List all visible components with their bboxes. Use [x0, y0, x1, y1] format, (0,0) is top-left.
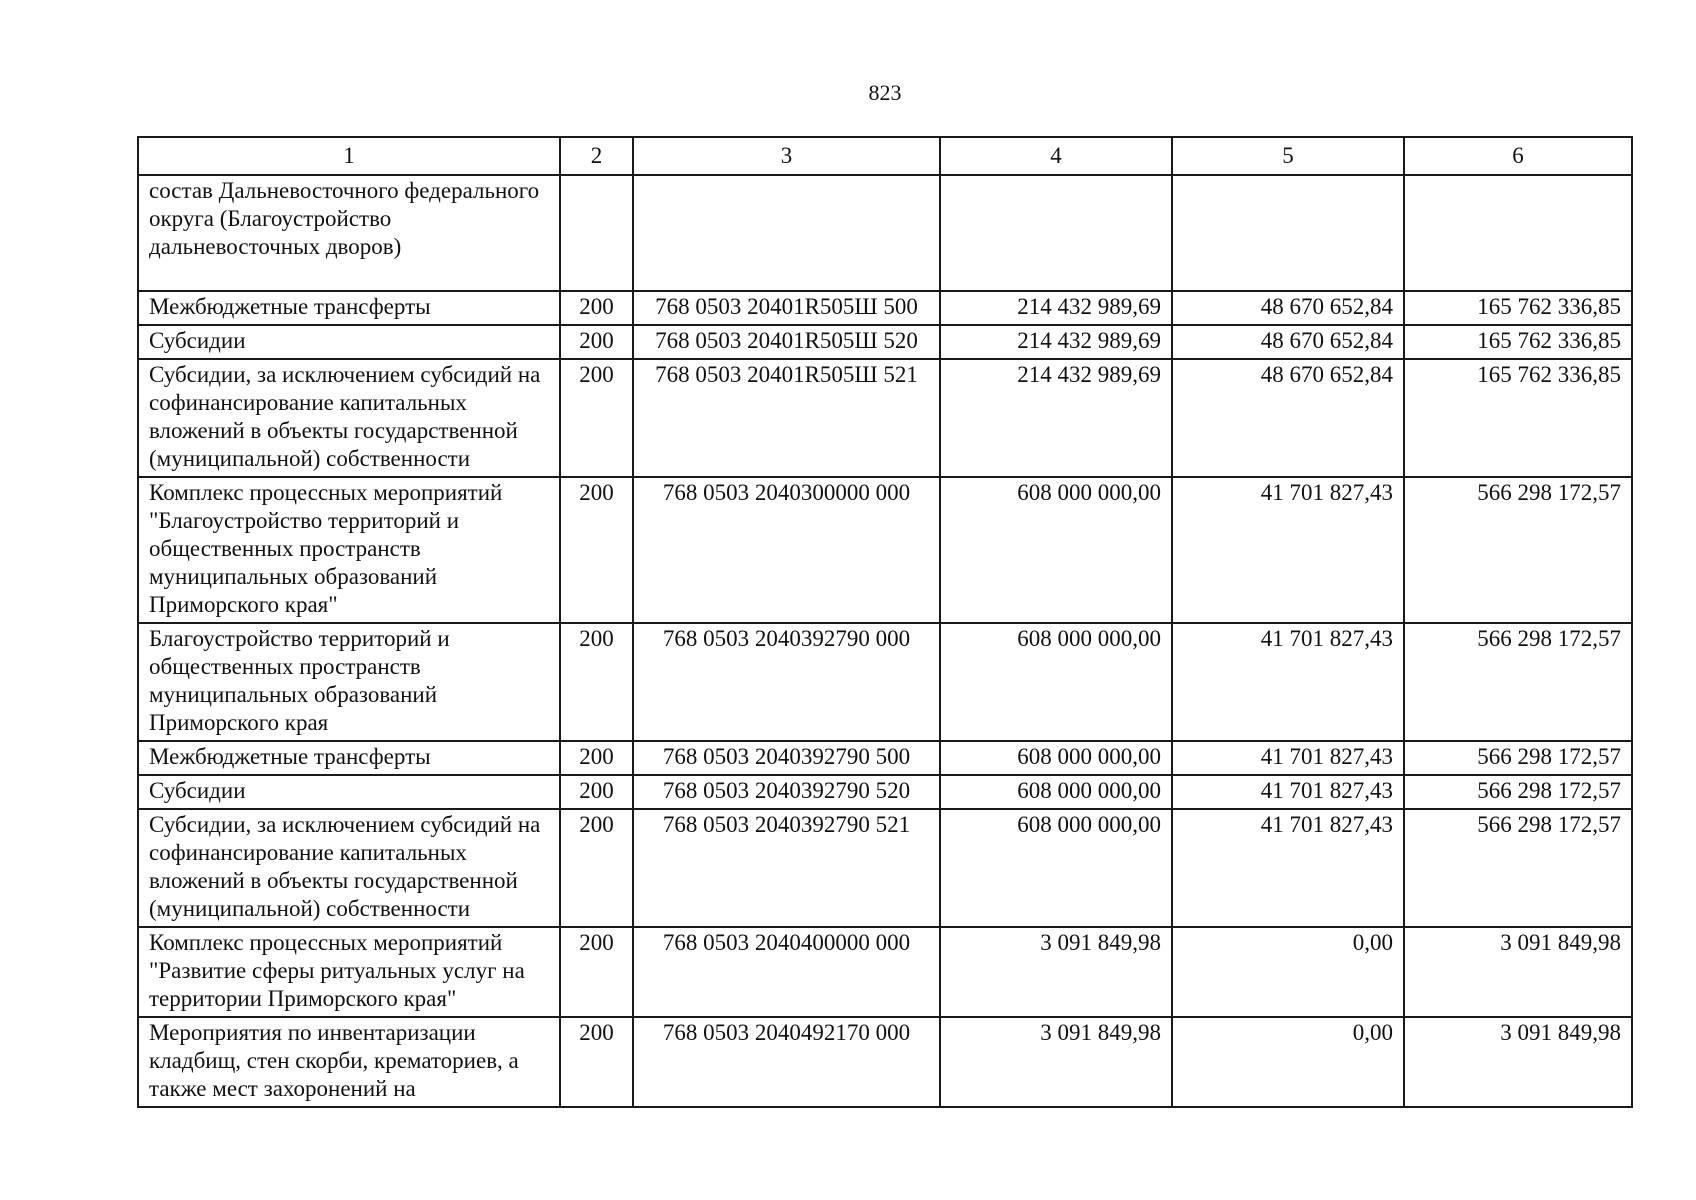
row-name: состав Дальневосточного федерального округа (Благоустройство дальневосточных дворов): [138, 175, 560, 291]
row-classification: 768 0503 2040392790 520: [633, 775, 940, 809]
row-name: Субсидии, за исключением субсидий на софинансирование капитальных вложений в объекты государственной (муниципальной) собственности: [138, 809, 560, 927]
row-classification: 768 0503 20401R505Ш 521: [633, 359, 940, 477]
row-amount-4: 608 000 000,00: [940, 741, 1172, 775]
row-amount-4: 214 432 989,69: [940, 291, 1172, 325]
row-amount-4: 608 000 000,00: [940, 623, 1172, 741]
row-classification: 768 0503 2040300000 000: [633, 477, 940, 623]
table-row: [138, 775, 1632, 809]
row-code: 200: [560, 1017, 633, 1107]
row-name: Субсидии: [138, 775, 560, 809]
row-amount-5: 41 701 827,43: [1172, 477, 1404, 623]
row-name: Межбюджетные трансферты: [138, 741, 560, 775]
column-header-4: 4: [940, 137, 1172, 175]
row-classification: 768 0503 20401R505Ш 500: [633, 291, 940, 325]
row-classification: 768 0503 2040392790 000: [633, 623, 940, 741]
table-row: [138, 927, 1632, 1017]
row-amount-6: 566 298 172,57: [1404, 775, 1632, 809]
table-row: [138, 359, 1632, 477]
row-classification: 768 0503 2040400000 000: [633, 927, 940, 1017]
row-amount-6: 3 091 849,98: [1404, 927, 1632, 1017]
row-amount-4: 608 000 000,00: [940, 775, 1172, 809]
column-header-3: 3: [633, 137, 940, 175]
row-classification: 768 0503 20401R505Ш 520: [633, 325, 940, 359]
page-number: 823: [868, 80, 902, 105]
row-amount-5: 48 670 652,84: [1172, 291, 1404, 325]
row-amount-5: 0,00: [1172, 927, 1404, 1017]
table-row: [138, 291, 1632, 325]
column-header-6: 6: [1404, 137, 1632, 175]
table-row: [138, 1017, 1632, 1107]
row-amount-4: 214 432 989,69: [940, 359, 1172, 477]
row-amount-6: 165 762 336,85: [1404, 359, 1632, 477]
row-amount-5: 41 701 827,43: [1172, 775, 1404, 809]
table-row: [138, 623, 1632, 741]
row-classification: 768 0503 2040392790 500: [633, 741, 940, 775]
row-amount-6: 3 091 849,98: [1404, 1017, 1632, 1107]
row-code: 200: [560, 809, 633, 927]
row-amount-5: 41 701 827,43: [1172, 623, 1404, 741]
row-amount-5: 41 701 827,43: [1172, 809, 1404, 927]
table-header-row: [138, 137, 1632, 175]
row-name: Субсидии: [138, 325, 560, 359]
column-header-2: 2: [560, 137, 633, 175]
row-code: 200: [560, 325, 633, 359]
row-amount-6: 165 762 336,85: [1404, 291, 1632, 325]
row-amount-6: 566 298 172,57: [1404, 809, 1632, 927]
row-name: Комплекс процессных мероприятий "Благоустройство территорий и общественных пространств муниципальных образований Приморского края": [138, 477, 560, 623]
column-header-1: 1: [138, 137, 560, 175]
row-amount-4: 3 091 849,98: [940, 927, 1172, 1017]
row-name: Мероприятия по инвентаризации кладбищ, стен скорби, крематориев, а также мест захоронений на: [138, 1017, 560, 1107]
row-code: 200: [560, 477, 633, 623]
row-amount-5: 41 701 827,43: [1172, 741, 1404, 775]
row-amount-6: 165 762 336,85: [1404, 325, 1632, 359]
row-amount-4: 214 432 989,69: [940, 325, 1172, 359]
row-amount-4: 608 000 000,00: [940, 477, 1172, 623]
row-code: 200: [560, 291, 633, 325]
row-code: 200: [560, 359, 633, 477]
row-code: 200: [560, 623, 633, 741]
row-code: 200: [560, 775, 633, 809]
row-amount-6: [1404, 175, 1632, 291]
row-amount-4: [940, 175, 1172, 291]
column-header-5: 5: [1172, 137, 1404, 175]
row-amount-6: 566 298 172,57: [1404, 623, 1632, 741]
row-amount-5: 0,00: [1172, 1017, 1404, 1107]
row-classification: [633, 175, 940, 291]
row-code: 200: [560, 741, 633, 775]
table-row: [138, 809, 1632, 927]
row-name: Комплекс процессных мероприятий "Развитие сферы ритуальных услуг на территории Приморского края": [138, 927, 560, 1017]
row-amount-5: 48 670 652,84: [1172, 325, 1404, 359]
row-name: Благоустройство территорий и общественных пространств муниципальных образований Приморского края: [138, 623, 560, 741]
row-amount-4: 3 091 849,98: [940, 1017, 1172, 1107]
row-classification: 768 0503 2040492170 000: [633, 1017, 940, 1107]
table-row: [138, 175, 1632, 291]
table-row: [138, 325, 1632, 359]
row-amount-6: 566 298 172,57: [1404, 477, 1632, 623]
table-row: [138, 741, 1632, 775]
row-name: Субсидии, за исключением субсидий на софинансирование капитальных вложений в объекты государственной (муниципальной) собственности: [138, 359, 560, 477]
row-amount-6: 566 298 172,57: [1404, 741, 1632, 775]
row-code: [560, 175, 633, 291]
table-row: [138, 477, 1632, 623]
row-code: 200: [560, 927, 633, 1017]
row-amount-4: 608 000 000,00: [940, 809, 1172, 927]
row-classification: 768 0503 2040392790 521: [633, 809, 940, 927]
budget-table: [137, 136, 1633, 1108]
row-amount-5: 48 670 652,84: [1172, 359, 1404, 477]
row-name: Межбюджетные трансферты: [138, 291, 560, 325]
row-amount-5: [1172, 175, 1404, 291]
